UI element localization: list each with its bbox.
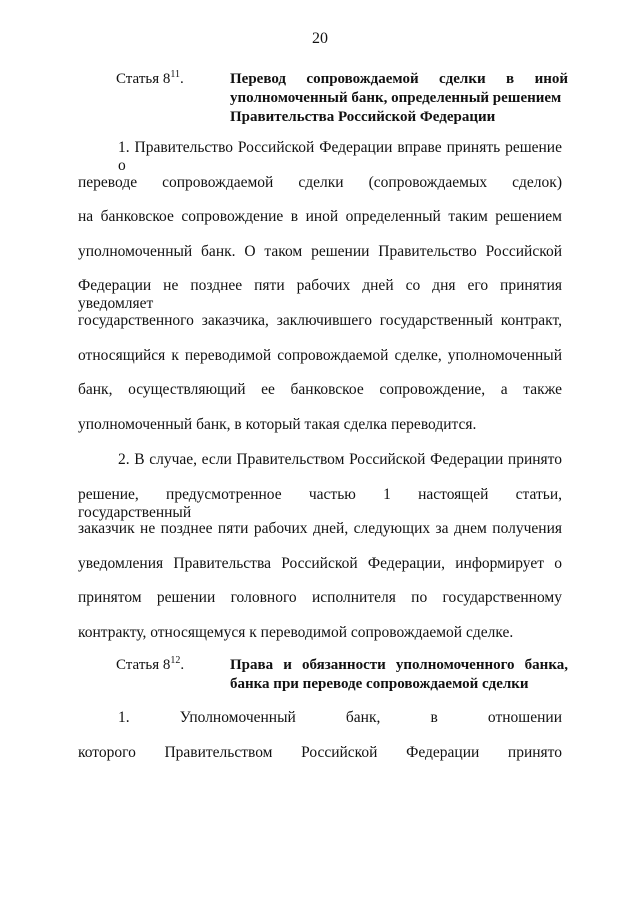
text-line: уведомления Правительства Российской Федерации, информирует о (78, 555, 562, 572)
text-line: переводе сопровождаемой сделки (сопровождаемых сделок) (78, 174, 562, 191)
article-number-sup: 11 (170, 69, 181, 80)
article-title-line: банка при переводе сопровождаемой сделки (230, 676, 529, 692)
article-title-line: Правительства Российской Федерации (230, 109, 496, 125)
text-line: 2. В случае, если Правительством Российской Федерации принято (118, 451, 562, 468)
text-line: относящийся к переводимой сопровождаемой сделке, уполномоченный (78, 347, 562, 364)
text-line: государственного заказчика, заключившего государственный контракт, (78, 312, 562, 329)
article-title (230, 70, 568, 127)
article-title-line: уполномоченный банк, определенный решением (230, 90, 562, 106)
text-line: на банковское сопровождение в иной определенный таким решением (78, 208, 562, 225)
article-heading-8-11 (78, 70, 568, 128)
text-line: 1. Уполномоченный банк, в отношении (118, 709, 562, 726)
page-number: 20 (312, 30, 328, 47)
article-label: Статья $8^{12}$. (116, 655, 185, 673)
text-line: решение, предусмотренное частью 1 настоящей статьи, государственный (78, 486, 562, 521)
text-line: 1. Правительство Российской Федерации вправе принять решение о (118, 139, 562, 174)
text-line: заказчик не позднее пяти рабочих дней, следующих за днем получения (78, 520, 562, 537)
text-line: уполномоченный банк. О таком решении Правительство Российской (78, 243, 562, 260)
article-title-line: Права и обязанности уполномоченного банка, (230, 657, 568, 673)
text-line: Федерации не позднее пяти рабочих дней со дня его принятия уведомляет (78, 277, 562, 312)
article-label: Статья $8^{11}$. (116, 69, 184, 87)
article-title (230, 656, 568, 694)
article-title-line: Перевод сопровождаемой сделки в иной (230, 71, 568, 87)
text-line: контракту, относящемуся к переводимой сопровождаемой сделке. (78, 624, 514, 641)
text-line: банк, осуществляющий ее банковское сопровождение, а также (78, 381, 562, 398)
text-line: которого Правительством Российской Федерации принято (78, 744, 562, 761)
article-number-sup: 12 (170, 655, 181, 666)
text-line: принятом решении головного исполнителя по государственному (78, 589, 562, 606)
text-line: уполномоченный банк, в который такая сделка переводится. (78, 416, 477, 433)
article-heading-8-12 (78, 656, 568, 696)
